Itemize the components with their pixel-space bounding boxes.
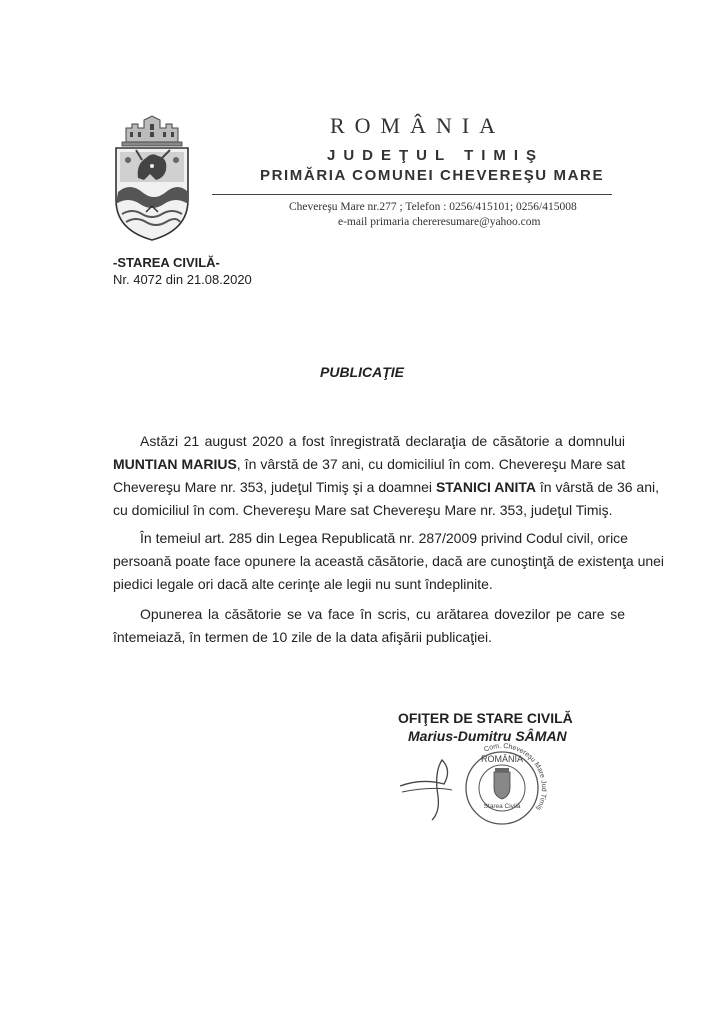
document-title: PUBLICAŢIE — [320, 364, 404, 380]
body-line: Opunerea la căsătorie se va face în scris, cu arătarea dovezilor pe care se — [140, 606, 625, 622]
stamp-ring-text: Com. Chevereşu Mare Jud Timiş — [483, 742, 548, 812]
body-line: cu domiciliul în com. Chevereşu Mare sat Chevereşu Mare nr. 353, judeţul Timiş. — [113, 502, 613, 518]
coat-of-arms-emblem — [108, 112, 196, 244]
header-email: e-mail primaria chereresumare@yahoo.com — [338, 216, 541, 228]
officer-title: OFIŢER DE STARE CIVILĂ — [398, 710, 573, 726]
official-stamp — [392, 742, 552, 834]
body-line: MUNTIAN MARIUS, în vârstă de 37 ani, cu domiciliul în com. Chevereşu Mare sat — [113, 456, 625, 472]
body-line: piedici legale ori dacă alte cerinţe ale legii nu sunt îndeplinite. — [113, 576, 493, 592]
header-country: ROMÂNIA — [330, 113, 506, 138]
header-town-hall: PRIMĂRIA COMUNEI CHEVEREŞU MARE — [260, 167, 605, 184]
body-line: persoană poate face opunere la această căsătorie, dacă are cunoştinţă de existenţa unei — [113, 553, 665, 569]
body-line: întemeiază, în termen de 10 zile de la data afişării publicaţiei. — [113, 629, 492, 645]
body-line: Chevereşu Mare nr. 353, judeţul Timiş şi a doamnei STANICI ANITA în vârstă de 36 ani, — [113, 479, 659, 495]
bride-name: STANICI ANITA — [435, 479, 537, 495]
body-line: Astăzi 21 august 2020 a fost înregistrată declaraţia de căsătorie a domnului — [140, 433, 625, 449]
header-address: Chevereşu Mare nr.277 ; Telefon : 0256/415101; 0256/415008 — [289, 201, 577, 213]
stamp-top-text: ROMÂNIA — [480, 754, 524, 764]
groom-name: MUNTIAN MARIUS — [113, 456, 237, 472]
header-county: JUDEŢUL TIMIŞ — [327, 147, 545, 164]
header-divider — [212, 194, 612, 195]
stamp-center-text: Starea Civilă — [483, 803, 521, 810]
registration-number: Nr. 4072 din 21.08.2020 — [113, 272, 252, 287]
department-label: -STAREA CIVILĂ- — [113, 255, 220, 270]
body-line: În temeiul art. 285 din Legea Republicată nr. 287/2009 privind Codul civil, orice — [140, 530, 628, 546]
officer-name: Marius-Dumitru SÂMAN — [408, 728, 567, 744]
